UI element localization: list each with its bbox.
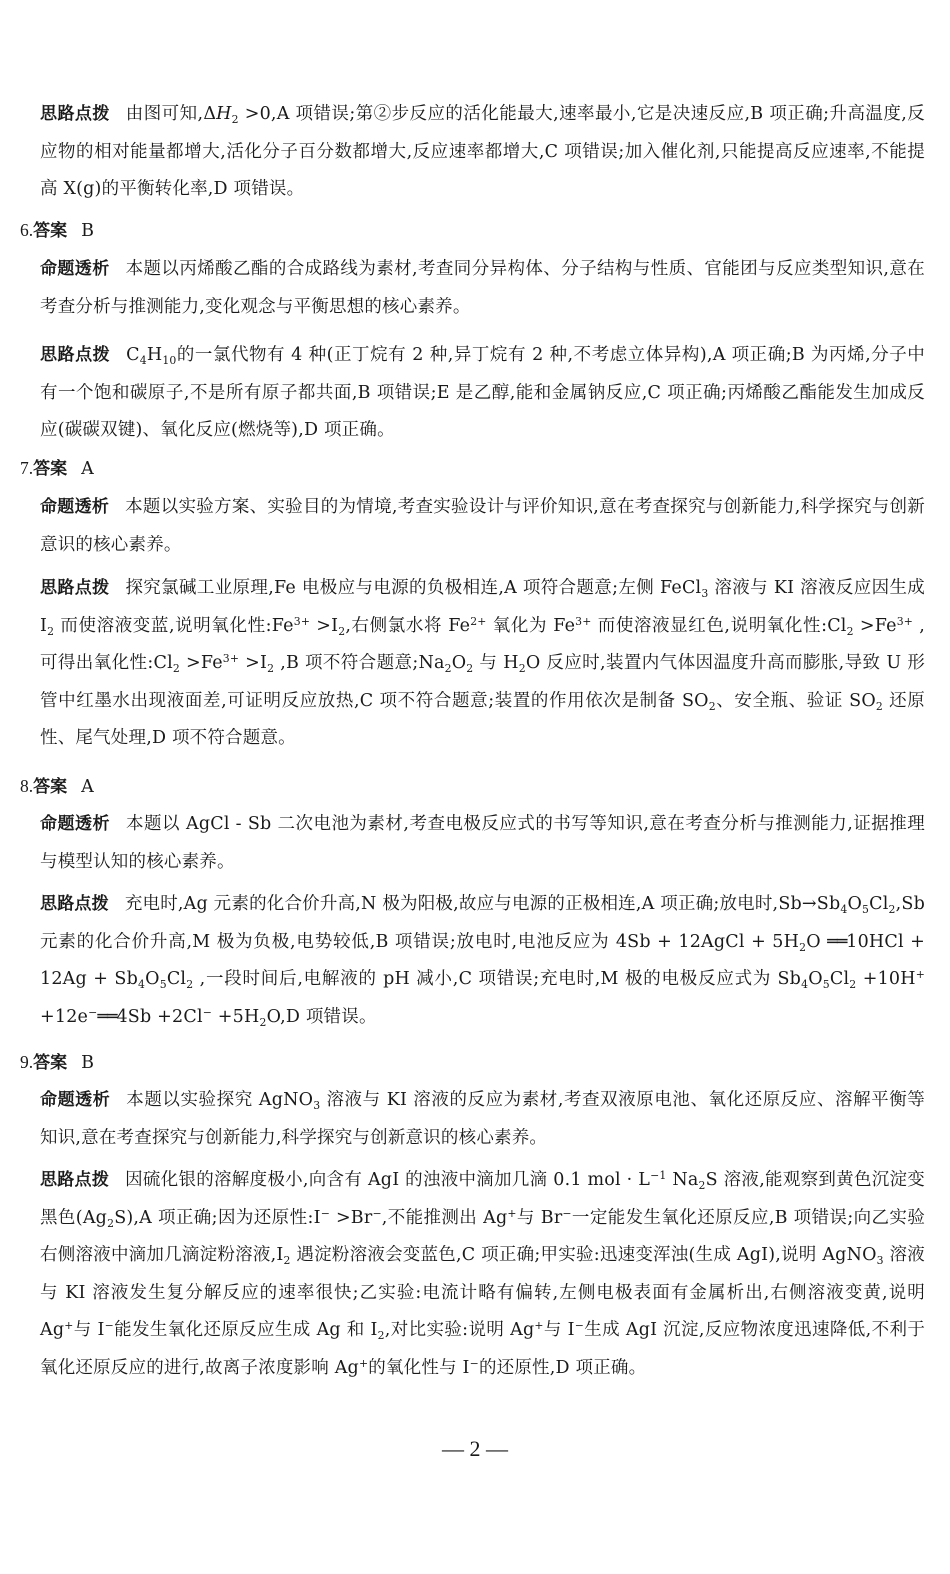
q7-intent-paragraph xyxy=(40,489,925,564)
q6-hint-paragraph xyxy=(40,337,925,450)
q6-answer-value: B xyxy=(81,221,94,241)
q9-intent-text: 本题以实验探究 AgNO$_3$ 溶液与 KI 溶液的反应为素材,考查双液原电池、氧化还原反应、溶解平衡等知识,意在考查探究与创新能力,科学探究与创新意识的核心素养。 xyxy=(40,1090,925,1148)
q8-answer-line xyxy=(20,768,94,807)
hint-label: 思路点拨 xyxy=(40,894,109,914)
q8-intent-text: 本题以 AgCl - Sb 二次电池为素材,考查电极反应式的书写等知识,意在考查分析与推测能力,证据推理与模型认知的核心素养。 xyxy=(40,814,925,872)
q9-answer-value: B xyxy=(81,1053,94,1073)
hint-label: 思路点拨 xyxy=(40,578,110,598)
hint-label: 思路点拨 xyxy=(40,1170,110,1190)
hint-label: 思路点拨 xyxy=(40,345,111,365)
q7-answer-value: A xyxy=(81,459,94,479)
q7-answer-line xyxy=(20,450,94,489)
q6-answer-line xyxy=(20,212,94,251)
q7-hint-block xyxy=(40,570,925,758)
q5-hint-paragraph xyxy=(40,96,925,209)
intent-label: 命题透析 xyxy=(40,497,110,517)
q8-hint-text: 充电时,Ag 元素的化合价升高,N 极为阳极,故应与电源的正极相连,A 项正确;放电时$,Sb\to Sb_4O_5Cl_2,Sb$ 元素的化合价升高,M 极为负极,电势较低,B 项错误;放电时,电池反应为 4Sb + 12AgCl + $5H_2O$ ══10HCl + $12Ag + Sb_4O_5Cl_2$ ,一段时间后,电解液的 pH 减小,C 项错误;充电时,M 极的电极反应式为 $Sb_4O_5Cl_2 +10H^+$ +12e−══4Sb $+2Cl^- +5H_2O,D$ 项错误。 xyxy=(40,894,925,1029)
q9-hint-paragraph xyxy=(40,1162,925,1387)
q6-intent-text: 本题以丙烯酸乙酯的合成路线为素材,考查同分异构体、分子结构与性质、官能团与反应类型知识,意在考查分析与推测能力,变化观念与平衡思想的核心素养。 xyxy=(40,259,925,317)
q8-answer-value: A xyxy=(81,777,94,797)
answer-label: 答案 xyxy=(33,221,68,241)
q8-number: 8. xyxy=(20,776,34,796)
answer-label: 答案 xyxy=(33,1053,68,1073)
q9-intent-paragraph xyxy=(40,1082,925,1157)
intent-label: 命题透析 xyxy=(40,1090,111,1110)
q5-hint-text: 由图可知$,\Delta H_2 >0,A$ 项错误;第②步反应的活化能最大,速率最小,它是决速反应,B 项正确;升高温度,反应物的相对能量都增大,活化分子百分数都增大,反应速率都增大,C 项错误;加入催化剂,只能提高反应速率,不能提高 X(g)的平衡转化率,D 项错误。 xyxy=(40,104,925,199)
q6-hint-block xyxy=(40,337,925,450)
q7-intent-block xyxy=(40,489,925,564)
q8-intent-block xyxy=(40,806,925,881)
q9-hint-block xyxy=(40,1162,925,1387)
q6-intent-paragraph xyxy=(40,251,925,326)
answer-label: 答案 xyxy=(33,459,68,479)
q7-hint-text: 探究氯碱工业原理,Fe 电极应与电源的负极相连,A 项符合题意;左侧 FeCl$_3$ 溶液与 KI 溶液反应因生成 $I_2$ 而使溶液变蓝,说明氧化性$:Fe^{3+} >I_2$,右侧氯水将 $Fe^{2+}$ 氧化为 $Fe^{3+}$ 而使溶液显红色,说明氧化性$:Cl_2 >Fe^{3+}$ ,可得出氧化性$:Cl_2 >Fe^{3+} >I_2$ ,B 项不符合题意$;Na_2O_2$ 与 $H_2O$ 反应时,装置内气体因温度升高而膨胀,导致 U 形管中红墨水出现液面差,可证明反应放热,C 项不符合题意;装置的作用依次是制备 $SO_2$、安全瓶、验证 $SO_2$ 还原性、尾气处理,D 项不符合题意。 xyxy=(40,578,926,748)
intent-label: 命题透析 xyxy=(40,814,110,834)
q5-hint-block xyxy=(40,96,925,209)
hint-label: 思路点拨 xyxy=(40,104,110,124)
q6-hint-text: $C_4H_{10}$的一氯代物有 4 种(正丁烷有 2 种,异丁烷有 2 种,不考虑立体异构),A 项正确;B 为丙烯,分子中有一个饱和碳原子,不是所有原子都共面,B 项错误;E 是乙醇,能和金属钠反应,C 项正确;丙烯酸乙酯能发生加成反应(碳碳双键)、氧化反应(燃烧等),D 项正确。 xyxy=(40,345,925,440)
q7-number: 7. xyxy=(20,458,34,478)
q9-intent-block xyxy=(40,1082,925,1157)
intent-label: 命题透析 xyxy=(40,259,110,279)
q6-intent-block xyxy=(40,251,925,326)
q9-number: 9. xyxy=(20,1052,34,1072)
q8-hint-paragraph xyxy=(40,886,925,1036)
q7-intent-text: 本题以实验方案、实验目的为情境,考查实验设计与评价知识,意在考查探究与创新能力,科学探究与创新意识的核心素养。 xyxy=(40,497,925,555)
q7-hint-paragraph xyxy=(40,570,925,758)
q8-hint-block xyxy=(40,886,925,1036)
answer-label: 答案 xyxy=(33,777,68,797)
q9-answer-line xyxy=(20,1044,94,1083)
q8-intent-paragraph xyxy=(40,806,925,881)
page-number: — 2 — xyxy=(442,1436,508,1461)
q6-number: 6. xyxy=(20,220,34,240)
q9-hint-text: 因硫化银的溶解度极小,向含有 AgI 的浊液中滴加几滴 0.1 mol · $L^{-1}$ $Na_2S$ 溶液,能观察到黄色沉淀变黑色$(Ag_2S),A$ 项正确;因为还原性:I− >Br−,不能推测出 Ag+与 Br−一定能发生氧化还原反应,B 项错误;向乙实验右侧溶液中滴加几滴淀粉溶液$,I_2$ 遇淀粉溶液会变蓝色,C 项正确;甲实验:迅速变浑浊(生成 AgI),说明 AgNO$_3$ 溶液与 KI 溶液发生复分解反应的速率很快;乙实验:电流计略有偏转,左侧电极表面有金属析出,右侧溶液变黄,说明 Ag+与 I−能发生氧化还原反应生成 Ag 和 $I_2$,对比实验:说明 Ag+与 I−生成 AgI 沉淀,反应物浓度迅速降低,不利于氧化还原反应的进行,故离子浓度影响 Ag+的氧化性与 I−的还原性,D 项正确。 xyxy=(40,1169,926,1378)
